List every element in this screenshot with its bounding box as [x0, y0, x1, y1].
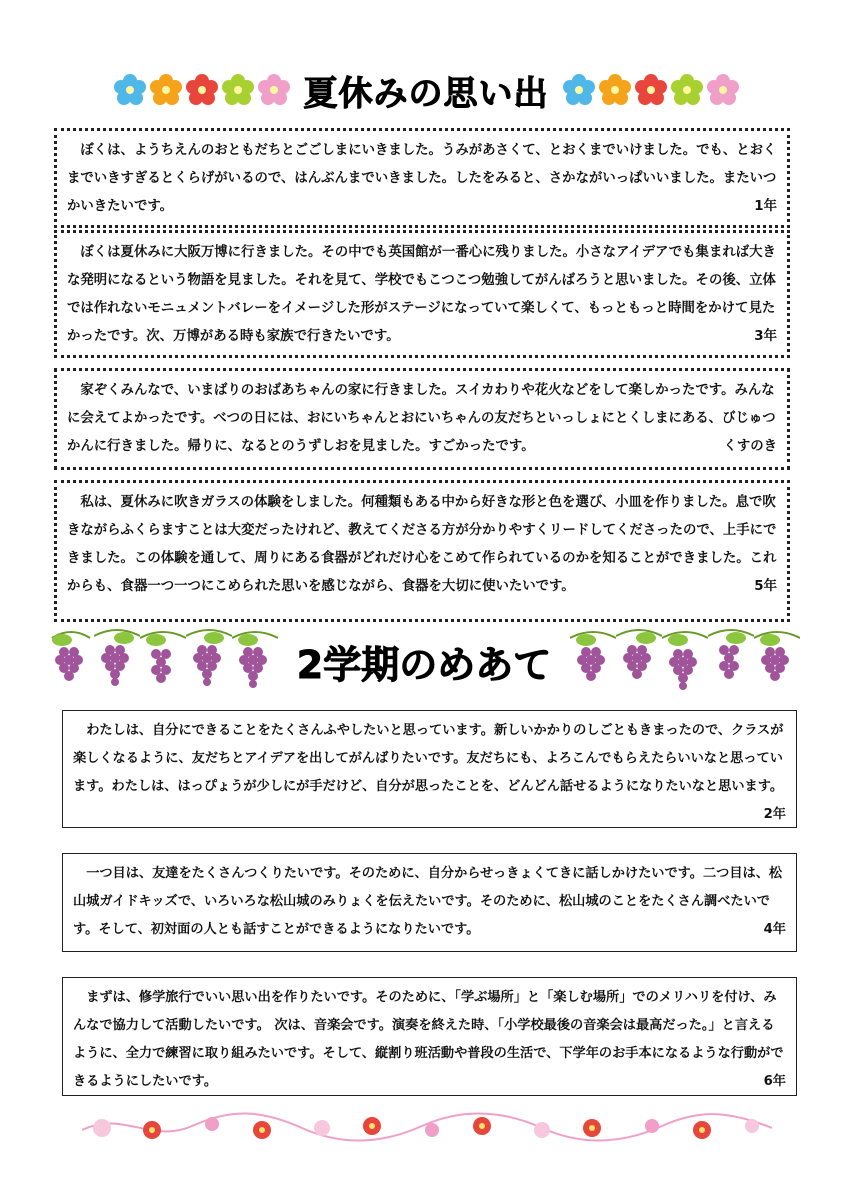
entry-text: わたしは、自分にできることをたくさんふやしたいと思っています。新しいかかりのしごともきまったので、クラスが楽しくなるように、友だちとアイデアを出してがんばりたいです。友だちにも、よろこんでもらえたらいいなと思っています。わたしは、はっぴょうが少しにが手だけど、自分が思ったことを、どんどん話せるようになりたいなと思います。 — [73, 723, 784, 794]
grape-icon — [570, 628, 616, 694]
summer-entry-grade5 — [54, 480, 790, 622]
grape-icon — [48, 628, 94, 694]
entry-text: 家ぞくみんなで、いまばりのおばあちゃんの家に行きました。スイカわりや花火などをして楽しかったです。みんなに会えてよかったです。べつの日には、おにいちゃんとおにいちゃんの友だちといっしょにとくしまにある、びじゅつかんに行きました。帰りに、なるとのうずしおを見ました。すごかったです。 — [67, 383, 776, 454]
grape-icon — [186, 628, 232, 694]
grape-icon — [708, 628, 754, 694]
entry-text: 一つ目は、友達をたくさんつくりたいです。そのために、自分からせっきょくてきに話しかけたいです。二つ目は、松山城ガイドキッズで、いろいろな松山城のみりょくを伝えたいです。そのために、松山城のことをたくさん調べたいです。そして、初対面の人とも話すことができるようになりたいです。 — [73, 866, 783, 937]
grade-signature: 6年 — [763, 1074, 786, 1089]
hibiscus-icon — [150, 74, 182, 106]
grape-icon — [616, 628, 662, 694]
goals-title: 2学期のめあて — [296, 642, 552, 687]
hibiscus-icon — [258, 74, 290, 106]
entry-text: 私は、夏休みに吹きガラスの体験をしました。何種類もある中から好きな形と色を選び、小皿を作りました。息で吹きながらふくらますことは大変だったけれど、教えてくださる方が分かりやすくリードしてくださったので、上手にできました。この体験を通して、周りにある食器がどれだけ心をこめて作られているのかを知ることができました。これからも、食器一つ一つにこめられた思いを感じながら、食器を大切に使いたいです。 — [67, 495, 777, 594]
grade-signature: 1年 — [754, 199, 777, 214]
left-hibiscus-row — [114, 74, 290, 106]
hibiscus-icon — [635, 74, 667, 106]
hibiscus-icon — [222, 74, 254, 106]
grade-signature: 2年 — [763, 807, 786, 822]
grade-signature: 3年 — [754, 329, 777, 344]
grape-icon — [662, 628, 708, 694]
grade-signature: 5年 — [754, 579, 777, 594]
grade-signature: くすのき — [723, 439, 777, 454]
entry-text: ぼくは夏休みに大阪万博に行きました。その中でも英国館が一番心に残りました。小さなアイデアでも集まれば大きな発明になるという物語を見ました。それを見て、学校でもこつこつ勉強してがんばろうと思いました。その後、立体では作れないモニュメントバレーをイメージした形がステージになっていて楽しくて、もっともっと時間をかけて見たかったです。次、万博がある時も家族で行きたいです。 — [67, 245, 776, 344]
entry-text: まずは、修学旅行でいい思い出を作りたいです。そのために、「学ぶ場所」と「楽しむ場所」でのメリハリを付け、みんなで協力して活動したいです。 次は、音楽会です。演奏を終えた時、「小学校最後の音楽会は最高だった。」と言えるように、全力で練習に取り組みたいです。そして、縦割り班活動や普段の生活で、下学年のお手本になるような行動ができるようにしたいです。 — [73, 990, 784, 1089]
hibiscus-icon — [671, 74, 703, 106]
hibiscus-icon — [186, 74, 218, 106]
summer-entry-grade3 — [54, 230, 790, 358]
hibiscus-icon — [563, 74, 595, 106]
floral-border-decoration — [82, 1104, 772, 1148]
goals-entry-grade2 — [62, 710, 797, 828]
goals-entry-grade6 — [62, 977, 797, 1096]
summer-title-row — [52, 68, 800, 112]
hibiscus-icon — [114, 74, 146, 106]
summer-title: 夏休みの思い出 — [303, 73, 549, 114]
right-grape-vine — [570, 628, 800, 694]
right-hibiscus-row — [563, 74, 739, 106]
entry-text: ぼくは、ようちえんのおともだちとごごしまにいきました。うみがあさくて、とおくまでいけました。でも、とおくまでいきすぎるとくらげがいるので、はんぶんまでいきました。したをみると、さかながいっぱいいました。またいつかいきたいです。 — [67, 143, 777, 214]
left-grape-vine — [48, 628, 278, 694]
grape-icon — [754, 628, 800, 694]
grape-icon — [140, 628, 186, 694]
hibiscus-icon — [599, 74, 631, 106]
grape-icon — [232, 628, 278, 694]
hibiscus-icon — [707, 74, 739, 106]
summer-entry-kusunoki — [54, 368, 790, 470]
summer-entry-grade1 — [54, 128, 790, 228]
goals-title-row — [48, 628, 800, 694]
grade-signature: 4年 — [763, 922, 786, 937]
grape-icon — [94, 628, 140, 694]
goals-entry-grade4 — [62, 853, 797, 952]
